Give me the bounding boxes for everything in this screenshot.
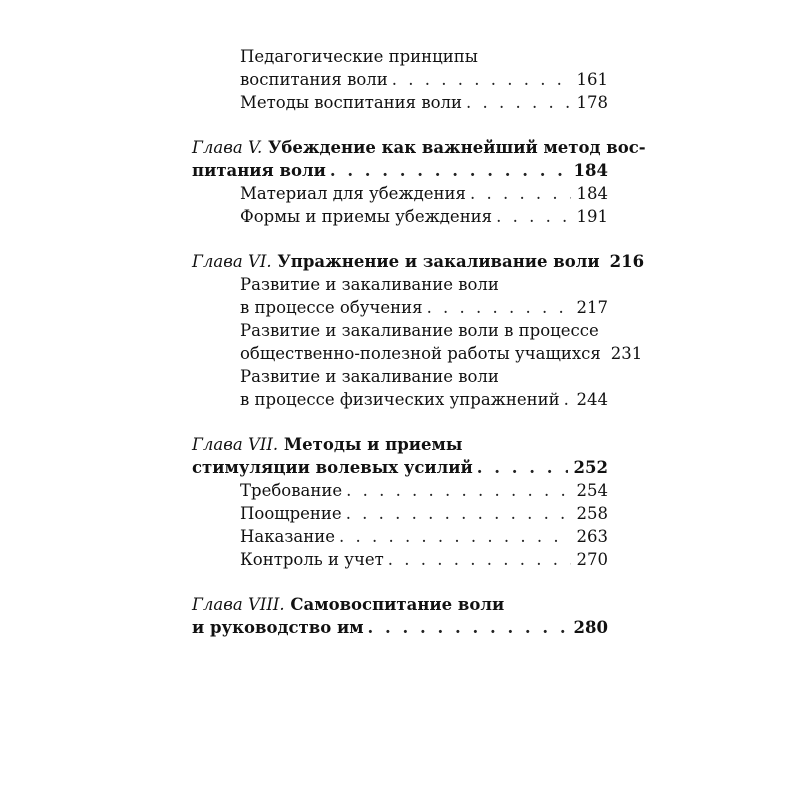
page-number: 184 bbox=[576, 184, 608, 203]
toc-sub-entry-line bbox=[240, 296, 608, 319]
page-number: 270 bbox=[576, 550, 608, 569]
toc-chapter-line bbox=[192, 159, 608, 182]
toc-chapter-line bbox=[192, 616, 608, 639]
page-number: 184 bbox=[573, 161, 608, 180]
toc-sub-entry-line bbox=[240, 45, 608, 68]
page-number: 263 bbox=[576, 527, 608, 546]
toc-sub-entry-line bbox=[240, 273, 608, 296]
dot-leader bbox=[330, 159, 568, 182]
entry-title: Формы и приемы убеждения bbox=[240, 207, 493, 226]
entry-title: общественно-полезной работы учащихся bbox=[240, 344, 601, 363]
page-number: 252 bbox=[573, 458, 608, 477]
page-number: 178 bbox=[576, 93, 608, 112]
dot-leader bbox=[466, 91, 570, 114]
chapter-title: Упражнение и закаливание воли bbox=[277, 252, 600, 271]
chapter-title: питания воли bbox=[192, 161, 326, 180]
entry-title: Поощрение bbox=[240, 504, 342, 523]
dot-leader bbox=[339, 525, 571, 548]
toc-sub-entry-line bbox=[240, 319, 608, 342]
toc-sub-entry-line bbox=[240, 502, 608, 525]
chapter-title: Самовоспитание воли bbox=[290, 595, 505, 614]
toc-chapter-line bbox=[192, 136, 646, 159]
toc-sub-entry-line bbox=[240, 91, 608, 114]
dot-leader bbox=[368, 616, 568, 639]
toc-sub-entry-line bbox=[240, 548, 608, 571]
dot-leader bbox=[477, 456, 568, 479]
chapter-title: Методы и приемы bbox=[283, 435, 463, 454]
page-number: 280 bbox=[573, 618, 608, 637]
entry-title: Развитие и закаливание воли bbox=[240, 367, 499, 386]
page-number: 191 bbox=[576, 207, 608, 226]
toc-chapter-line bbox=[192, 433, 608, 456]
page-number: 216 bbox=[609, 252, 645, 271]
dot-leader bbox=[346, 479, 570, 502]
toc-chapter-line bbox=[192, 593, 608, 616]
dot-leader bbox=[427, 296, 571, 319]
page-number: 161 bbox=[576, 70, 608, 89]
entry-title: Требование bbox=[240, 481, 343, 500]
entry-title: Материал для убеждения bbox=[240, 184, 466, 203]
toc-sub-entry-line bbox=[240, 365, 608, 388]
dot-leader bbox=[564, 388, 571, 411]
page-number: 254 bbox=[576, 481, 608, 500]
toc-sub-entry-line bbox=[240, 342, 643, 365]
toc-sub-entry-line bbox=[240, 205, 608, 228]
entry-title: Педагогические принципы bbox=[240, 47, 478, 66]
chapter-label: Глава VIII. bbox=[192, 595, 285, 614]
toc-chapter-line bbox=[192, 456, 608, 479]
chapter-title: Убеждение как важнейший метод вос- bbox=[267, 138, 646, 157]
entry-title: Развитие и закаливание воли bbox=[240, 275, 499, 294]
dot-leader bbox=[496, 205, 570, 228]
chapter-label: Глава V. bbox=[192, 138, 263, 157]
page-number: 244 bbox=[576, 390, 608, 409]
entry-title: Методы воспитания воли bbox=[240, 93, 463, 112]
page-number: 258 bbox=[576, 504, 608, 523]
chapter-title: и руководство им bbox=[192, 618, 364, 637]
dot-leader bbox=[388, 548, 571, 571]
page-number: 231 bbox=[610, 344, 643, 363]
toc-sub-entry-line bbox=[240, 182, 608, 205]
entry-title: Наказание bbox=[240, 527, 335, 546]
toc-chapter-line bbox=[192, 250, 645, 273]
chapter-label: Глава VII. bbox=[192, 435, 279, 454]
dot-leader bbox=[470, 182, 571, 205]
dot-leader bbox=[346, 502, 571, 525]
entry-title: в процессе физических упражнений bbox=[240, 390, 560, 409]
entry-title: воспитания воли bbox=[240, 70, 388, 89]
page-number: 217 bbox=[576, 298, 608, 317]
toc-sub-entry-line bbox=[240, 525, 608, 548]
chapter-label: Глава VI. bbox=[192, 252, 272, 271]
entry-title: в процессе обучения bbox=[240, 298, 423, 317]
toc-sub-entry-line bbox=[240, 479, 608, 502]
toc-sub-entry-line bbox=[240, 388, 608, 411]
chapter-title: стимуляции волевых усилий bbox=[192, 458, 473, 477]
dot-leader bbox=[392, 68, 571, 91]
toc-sub-entry-line bbox=[240, 68, 608, 91]
entry-title: Развитие и закаливание воли в процессе bbox=[240, 321, 599, 340]
entry-title: Контроль и учет bbox=[240, 550, 384, 569]
